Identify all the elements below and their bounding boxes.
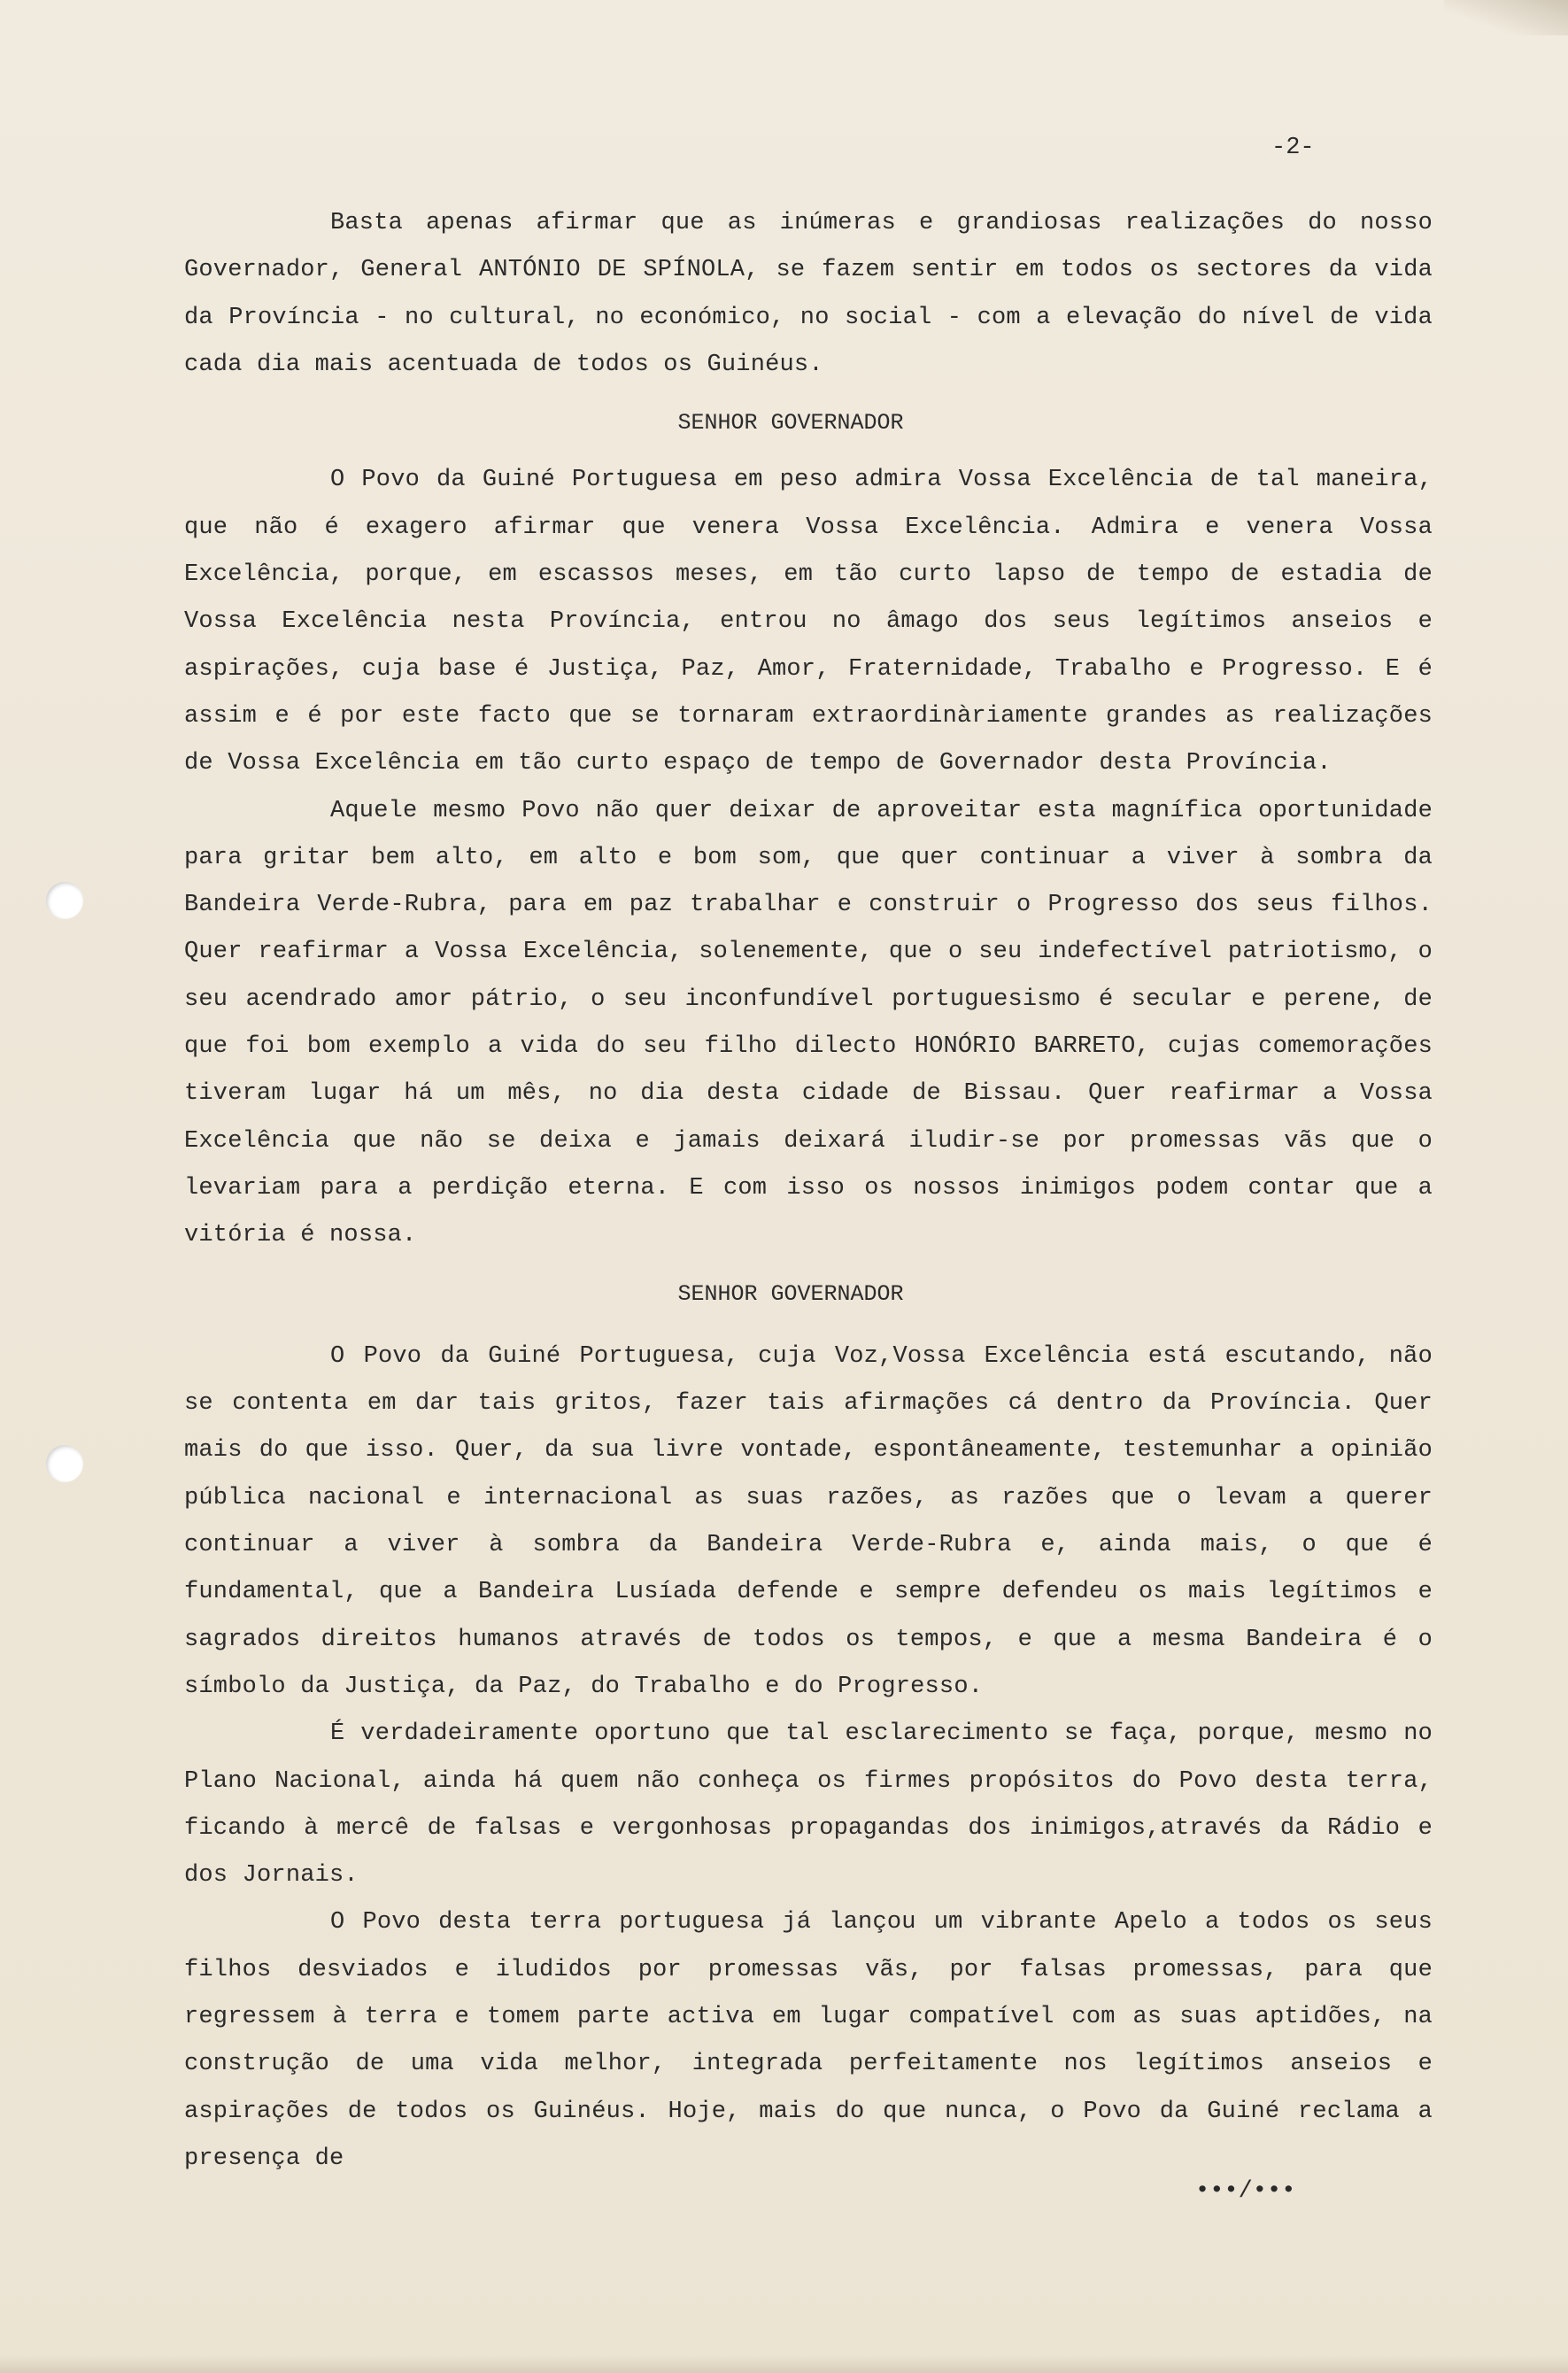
punch-hole-top — [46, 882, 83, 919]
continuation-mark: •••/••• — [1195, 2178, 1296, 2205]
paragraph-clarification: É verdadeiramente oportuno que tal esclarecimento se faça, porque, mesmo no Plano Nacional, ainda há quem não conheça os firmes propósitos do Povo desta terra, ficando à mercê de falsas e vergonhosas propagandas dos inimigos,através da Rádio e dos Jornais. — [184, 1720, 1433, 1890]
page-corner-shadow — [1444, 0, 1568, 35]
paragraph-flag-loyalty: Aquele mesmo Povo não quer deixar de aproveitar esta magnífica oportunidade para gritar bem alto, em alto e bom som, que quer continuar a viver à sombra da Bandeira Verde-Rubra, para em paz trabalhar e construir o Progresso dos seus filhos. Quer reafirmar a Vossa Excelência, solenemente, que o seu indefectível patriotismo, o seu acendrado amor pátrio, o seu inconfundível portuguesismo é secular e perene, de que foi bom exemplo a vida do seu filho dilecto HONÓRIO BARRETO, cujas comemorações tiveram lugar há um mês, no dia desta cidade de Bissau. Quer reafirmar a Vossa Excelência que não se deixa e jamais deixará iludir-se por promessas vãs que o levariam para a perdição eterna. E com isso os nossos inimigos podem contar que a vitória é nossa. — [184, 797, 1433, 1249]
document-body — [184, 200, 1433, 2183]
page-number: -2- — [1271, 135, 1315, 161]
paragraph-public-opinion: O Povo da Guiné Portuguesa, cuja Voz,Vossa Excelência está escutando, não se contenta em dar tais gritos, fazer tais afirmações cá dentro da Província. Quer mais do que isso. Quer, da sua livre vontade, espontâneamente, testemunhar a opinião pública nacional e internacional as suas razões, as razões que o levam a querer continuar a viver à sombra da Bandeira Verde-Rubra e, ainda mais, o que é fundamental, que a Bandeira Lusíada defende e sempre defendeu os mais legítimos e sagrados direitos humanos através de todos os tempos, e que a mesma Bandeira é o símbolo da Justiça, da Paz, do Trabalho e do Progresso. — [184, 1342, 1433, 1700]
paragraph-appeal: O Povo desta terra portuguesa já lançou um vibrante Apelo a todos os seus filhos desviados e iludidos por promessas vãs, por falsas promessas, para que regressem à terra e tomem parte activa em lugar compatível com as suas aptidões, na construção de uma vida melhor, integrada perfeitamente nos legítimos anseios e aspirações de todos os Guinéus. Hoje, mais do que nunca, o Povo da Guiné reclama a presença de — [184, 1909, 1433, 2172]
section-heading-senhor-governador-1: SENHOR GOVERNADOR — [677, 410, 904, 437]
section-heading-senhor-governador-2: SENHOR GOVERNADOR — [677, 1280, 904, 1307]
paragraph-intro: Basta apenas afirmar que as inúmeras e grandiosas realizações do nosso Governador, General ANTÓNIO DE SPÍNOLA, se fazem sentir em todos os sectores da vida da Província - no cultural, no económico, no social - com a elevação do nível de vida cada dia mais acentuada de todos os Guinéus. — [184, 210, 1433, 378]
page-edge-shadow — [0, 2355, 1568, 2373]
paragraph-admiration: O Povo da Guiné Portuguesa em peso admira Vossa Excelência de tal maneira, que não é exagero afirmar que venera Vossa Excelência. Admira e venera Vossa Excelência, porque, em escassos meses, em tão curto lapso de tempo de estadia de Vossa Excelência nesta Província, entrou no âmago dos seus legítimos anseios e aspirações, cuja base é Justiça, Paz, Amor, Fraternidade, Trabalho e Progresso. E é assim e é por este facto que se tornaram extraordinàriamente grandes as realizações de Vossa Excelência em tão curto espaço de tempo de Governador desta Província. — [184, 467, 1433, 777]
punch-hole-bottom — [46, 1445, 83, 1482]
